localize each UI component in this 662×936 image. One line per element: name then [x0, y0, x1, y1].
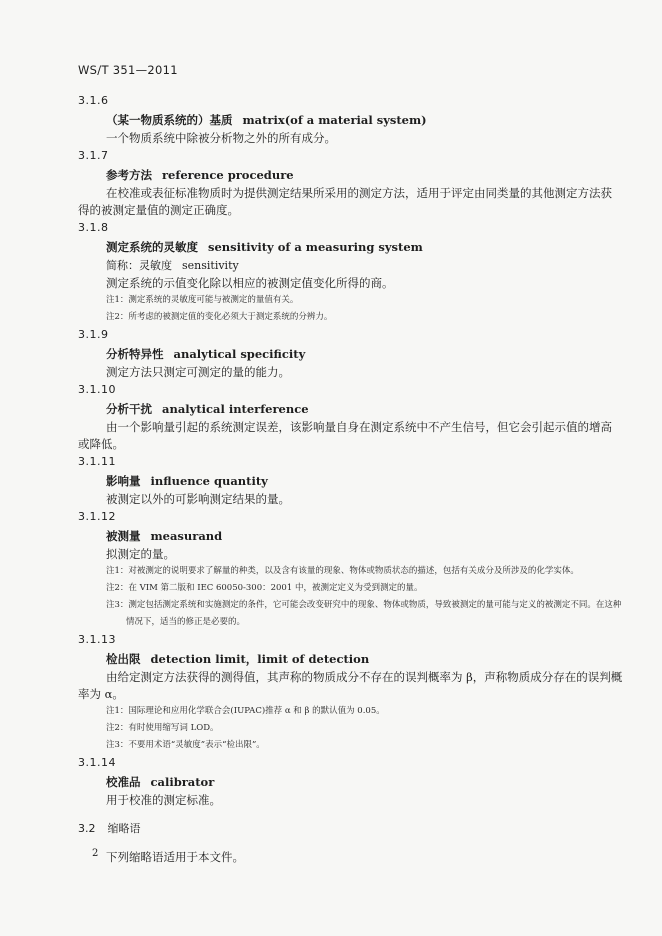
term-en: measurand [150, 529, 223, 543]
clause-number: 3.1.7 [78, 149, 109, 162]
term [106, 526, 623, 546]
term-en: calibrator [150, 775, 215, 789]
alias-en: sensitivity [182, 259, 239, 272]
term-zh: 被测量 [106, 529, 141, 543]
term-zh: （某一物质系统的）基质 [106, 113, 233, 127]
term-zh: 测定系统的灵敏度 [106, 240, 198, 254]
clause-number: 3.1.13 [78, 633, 116, 646]
term [106, 237, 623, 257]
page-number: 2 [92, 848, 99, 859]
section-title: 缩略语 [107, 822, 141, 835]
term-zh: 校准品 [106, 775, 141, 789]
clause-number: 3.1.9 [78, 328, 109, 341]
definition: 测定方法只测定可测定的量的能力。 [106, 365, 290, 379]
note: 注3：不要用术语“灵敏度”表示“检出限”。 [106, 740, 265, 750]
term [106, 772, 623, 792]
content [78, 92, 623, 866]
term [106, 344, 623, 364]
section-text: 下列缩略语适用于本文件。 [106, 850, 244, 864]
document-header: WS/T 351—2011 [78, 63, 178, 77]
term [106, 399, 623, 419]
term [106, 471, 623, 491]
term-en: matrix(of a material system) [242, 113, 427, 127]
term-zh: 检出限 [106, 652, 141, 666]
note: 注2：有时使用缩写词 LOD。 [106, 723, 219, 733]
definition: 被测定以外的可影响测定结果的量。 [106, 492, 290, 506]
term-en: reference procedure [162, 168, 294, 182]
note: 注3：测定包括测定系统和实施测定的条件，它可能会改变研究中的现象、物体或物质，导致被测定的量可能与定义的被测定不同。在这种情况下，适当的修正是必要的。 [106, 600, 622, 627]
clause-number: 3.1.12 [78, 510, 116, 523]
term [106, 110, 623, 130]
term-zh: 参考方法 [106, 168, 152, 182]
clause-number: 3.1.11 [78, 455, 116, 468]
alias-zh: 简称：灵敏度 [106, 259, 172, 272]
term-en: analytical interference [162, 402, 309, 416]
abbreviated-term [106, 257, 623, 275]
term-en: detection limit，limit of detection [150, 652, 370, 666]
term [106, 165, 623, 185]
section-heading [78, 819, 623, 839]
clause-number: 3.1.14 [78, 756, 116, 769]
note: 注2：在 VIM 第二版和 IEC 60050-300：2001 中，被测定定义为受到测定的量。 [106, 583, 423, 593]
definition: 一个物质系统中除被分析物之外的所有成分。 [106, 131, 336, 145]
term-zh: 分析干扰 [106, 402, 152, 416]
clause-number: 3.1.6 [78, 94, 109, 107]
definition: 测定系统的示值变化除以相应的被测定值变化所得的商。 [106, 276, 394, 290]
term-en: sensitivity of a measuring system [208, 240, 423, 254]
term-zh: 影响量 [106, 474, 141, 488]
clause-number: 3.1.10 [78, 383, 116, 396]
note: 注1：对被测定的说明要求了解量的种类，以及含有该量的现象、物体或物质状态的描述，包括有关成分及所涉及的化学实体。 [106, 566, 579, 576]
definition: 由一个影响量引起的系统测定误差，该影响量自身在测定系统中不产生信号，但它会引起示值的增高或降低。 [78, 420, 612, 451]
term-zh: 分析特异性 [106, 347, 164, 361]
note: 注2：所考虑的被测定值的变化必须大于测定系统的分辨力。 [106, 312, 333, 322]
definition: 由给定测定方法获得的测得值，其声称的物质成分不存在的误判概率为 β，声称物质成分存在的误判概率为 α。 [78, 670, 623, 701]
clause-number: 3.1.8 [78, 221, 109, 234]
definition: 拟测定的量。 [106, 547, 175, 561]
definition: 在校准或表征标准物质时为提供测定结果所采用的测定方法，适用于评定由同类量的其他测定方法获得的被测定量值的测定正确度。 [78, 186, 612, 217]
note: 注1：国际理论和应用化学联合会(IUPAC)推荐 α 和 β 的默认值为 0.05。 [106, 706, 385, 716]
section-number: 3.2 [78, 822, 96, 835]
term-en: influence quantity [150, 474, 268, 488]
term [106, 649, 623, 669]
note: 注1：测定系统的灵敏度可能与被测定的量值有关。 [106, 295, 299, 305]
term-en: analytical specificity [173, 347, 306, 361]
definition: 用于校准的测定标准。 [106, 793, 221, 807]
